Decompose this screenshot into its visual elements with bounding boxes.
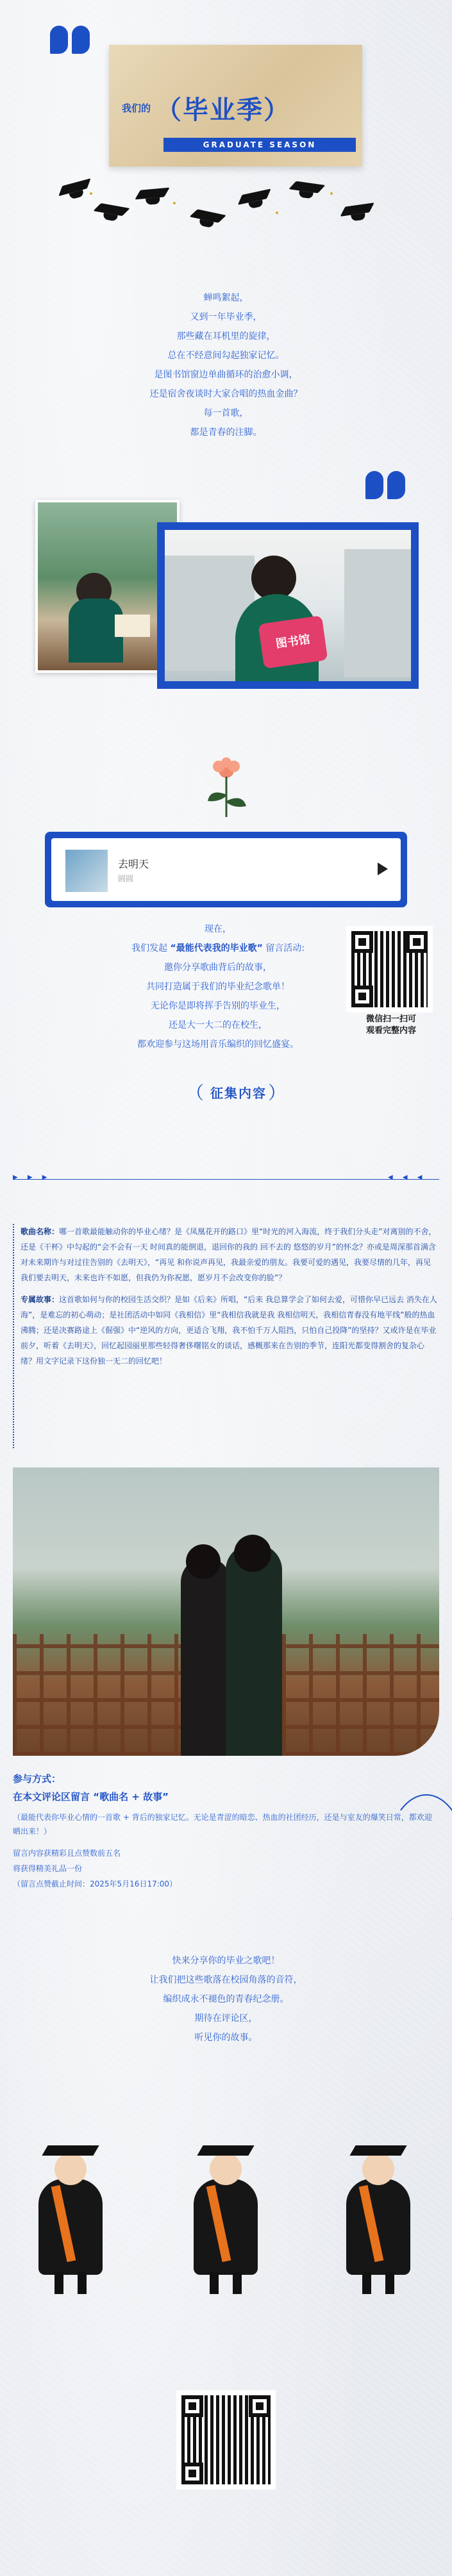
invite-line (83, 939, 353, 958)
invite-line: 还是大一大二的在校生， (169, 1020, 267, 1030)
close-quote-icon (365, 471, 417, 503)
participation-rules (13, 1845, 346, 1892)
qr-code-top[interactable] (346, 926, 433, 1012)
qr-caption-line: 观看完整内容 (365, 1026, 416, 1036)
rule-line: 留言内容获精彩且点赞数前五名 (13, 1849, 121, 1858)
confetti-dot (173, 202, 176, 204)
poem-line: 又到一年毕业季， (190, 312, 262, 322)
story-label: 专属故事： (21, 1295, 60, 1304)
flower-icon (203, 756, 250, 820)
poem-line: 都是青春的注脚。 (190, 427, 262, 438)
subtitle-bar: GRADUATE SEASON (163, 138, 356, 152)
arrow-decoration-right: ◀ ◀ ◀ (388, 1174, 426, 1181)
song-artist: 圆圆 (118, 874, 134, 883)
participation-label: 参与方式： (13, 1773, 62, 1785)
invite-line: 现在， (205, 924, 231, 934)
section-paren-left: （ (186, 1082, 205, 1103)
music-player-card[interactable] (45, 832, 407, 907)
poem-line: 是图书馆窗边单曲循环的治愈小调， (154, 370, 298, 380)
confetti-dot (330, 192, 333, 195)
participation-main: 在本文评论区留言 “歌曲名 + 故事” (13, 1791, 169, 1803)
graduates-photo (13, 1467, 439, 1756)
song-name-paragraph (21, 1224, 439, 1285)
invite-line: 都欢迎参与这场用音乐编织的回忆盛宴。 (137, 1039, 299, 1050)
invite-line: 无论你是即将挥手告别的毕业生， (151, 1001, 285, 1011)
poem-line: 每一首歌， (203, 408, 249, 418)
section-divider (13, 1179, 439, 1180)
qr-caption (343, 1014, 439, 1037)
qr-caption-line: 微信扫一扫可 (365, 1014, 416, 1024)
poem-line: 总在不经意间勾起独家记忆。 (167, 351, 285, 361)
library-photo-frame (157, 522, 419, 689)
invite-highlight: “最能代表我的毕业歌” (170, 943, 263, 954)
closing-line: 快来分享你的毕业之歌吧！ (172, 1956, 280, 1966)
closing-line: 期待在评论区， (194, 2013, 258, 2024)
rule-line: （留言点赞截止时间：2025年5月16日17:00） (13, 1879, 178, 1888)
song-name-label: 歌曲名称： (21, 1227, 60, 1236)
participation-note: （最能代表你毕业心情的一首歌 + 背后的独家记忆。无论是青涩的暗恋、热血的社团经历，还是与室友的爆笑日常，都欢迎晒出来！） (13, 1813, 432, 1836)
story-paragraph (21, 1292, 439, 1369)
open-quote-icon (50, 26, 95, 58)
story-text: 这首歌如何与你的校园生活交织？是如《后来》所唱，“后来 我总算学会了如何去爱，可惜你早已远去 消失在人海”，是难忘的初心萌动；是社团活动中如同《我相信》里“我相信我就是我 我相信明天，我相信青春没有地平线”般的热血沸腾；还是决赛路途上《倔强》中“逆风的方向，更适合飞翔，我不怕千万人阻挡，只怕自己投降”的坚持？又或许是在毕业前夕，听着《去明天》，回忆起园丽里那些轻得奢侈曙铭女的谈话，感概那来在告别的季节，连阳光都变得割舍的复杂心绪？用文字记录下这份独一无二的回忆吧！ (21, 1295, 437, 1366)
page-title (122, 90, 290, 126)
library-student-photo (165, 530, 411, 681)
confetti-dot (276, 211, 278, 214)
library-sign: 图书馆 (258, 615, 328, 668)
collection-content (13, 1224, 439, 1448)
graduate-illustration (19, 2134, 122, 2300)
invite-suffix: 留言活动: (262, 943, 305, 954)
rule-line: 将获得精美礼品一份 (13, 1864, 83, 1873)
poem-line: 还是宿舍夜谈时大家合唱的热血金曲？ (149, 389, 303, 399)
graduate-illustration (327, 2134, 430, 2300)
title-big: 毕业季 (183, 95, 264, 125)
poem-line: 那些藏在耳机里的旋律， (176, 331, 276, 342)
poem-line: 蝉鸣絮起， (203, 293, 249, 303)
closing-line: 让我们把这些歌落在校园角落的音符， (149, 1975, 303, 1985)
song-title: 去明天 (118, 858, 149, 870)
closing-line: 编织成永不褪色的青春纪念册。 (163, 1994, 289, 2004)
arrow-decoration-left: ▶ ▶ ▶ (13, 1174, 51, 1181)
intro-poem (0, 288, 452, 442)
invite-line: 邀你分享歌曲背后的故事， (164, 962, 272, 973)
album-cover (65, 850, 108, 892)
closing-text (0, 1951, 452, 2047)
song-name-text: 哪一首歌最能触动你的毕业心绪？是《凤凰花开的路口》里“时光的河入海流，终于我们分头走”对离别的不舍，还是《干杯》中勾起的“会不会有一天 时间真的能倒退，退回你的我的 回不去的 悠悠的岁月”的怀念？亦或是周深那首满含对未来期许与对过往告别的《去明天》，“再见 和你说声再见，我最亲爱的朋友。我要可爱的遇见，我要尽情的几年，再见 我们要去明天，未来也许不如愿，但我仍为你祝愿，愿岁月不会改变你的脸”？ (21, 1227, 437, 1282)
qr-code-bottom[interactable] (176, 2390, 276, 2489)
invite-text (83, 920, 353, 1054)
play-icon[interactable] (378, 863, 388, 875)
graduate-illustration (174, 2134, 277, 2300)
invite-line: 共同打造属于我们的毕业纪念歌单！ (146, 982, 290, 992)
title-paren-right: ） (264, 95, 291, 125)
title-small: 我们的 (122, 103, 151, 114)
invite-prefix: 我们发起 (131, 943, 171, 954)
section-title: 征集内容 (210, 1086, 267, 1101)
section-paren-right: ） (268, 1082, 287, 1103)
title-paren-left: （ (156, 95, 183, 125)
confetti-dot (90, 192, 92, 195)
closing-line: 听见你的故事。 (194, 2033, 258, 2043)
grad-cap-icon (137, 188, 168, 207)
